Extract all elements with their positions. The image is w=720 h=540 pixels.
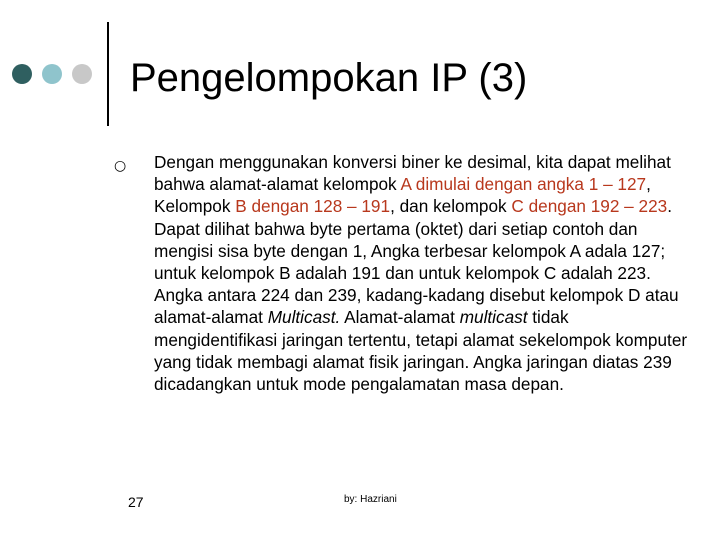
body-text-segment: Alamat-alamat	[340, 307, 460, 328]
decorative-dot-dark	[12, 64, 32, 84]
italic-multicast: Multicast.	[267, 307, 341, 328]
body-text-segment: Dengan menggunakan konversi biner ke desimal, kita dapat melihat bahwa alamat-alamat kelompok	[154, 152, 671, 195]
decorative-dot-light	[42, 64, 62, 84]
slide-body-text	[154, 151, 694, 395]
body-text-segment: , Kelompok	[154, 174, 651, 217]
hollow-circle-bullet-icon: ○	[114, 158, 127, 174]
highlight-class-a: A dimulai dengan angka 1 – 127	[400, 174, 647, 195]
footer-author: by: Hazriani	[344, 494, 397, 505]
highlight-class-c: C dengan 192 – 223	[511, 196, 668, 217]
body-text-segment: tidak mengidentifikasi jaringan tertentu, tetapi alamat sekelompok komputer yang tidak membagi alamat fisik jaringan. Angka jaringan diatas 239 dicadangkan untuk mode pengalamatan masa depan.	[154, 307, 688, 395]
italic-multicast-lower: multicast	[459, 307, 528, 328]
body-text-segment: , dan kelompok	[390, 196, 512, 217]
title-divider	[107, 22, 109, 126]
decorative-dot-gray	[72, 64, 92, 84]
highlight-class-b: B dengan 128 – 191	[235, 196, 391, 217]
slide-title: Pengelompokan IP (3)	[130, 56, 528, 100]
slide-number: 27	[128, 494, 144, 510]
body-text-segment: . Dapat dilihat bahwa byte pertama (oktet) dari setiap contoh dan mengisi sisa byte dengan 1, Angka terbesar kelompok A adala 127; untuk kelompok B adalah 191 dan untuk kelompok C adalah 223. Angka antara 224 dan 239, kadang-kadang disebut kelompok D atau alamat-alamat	[154, 196, 679, 328]
